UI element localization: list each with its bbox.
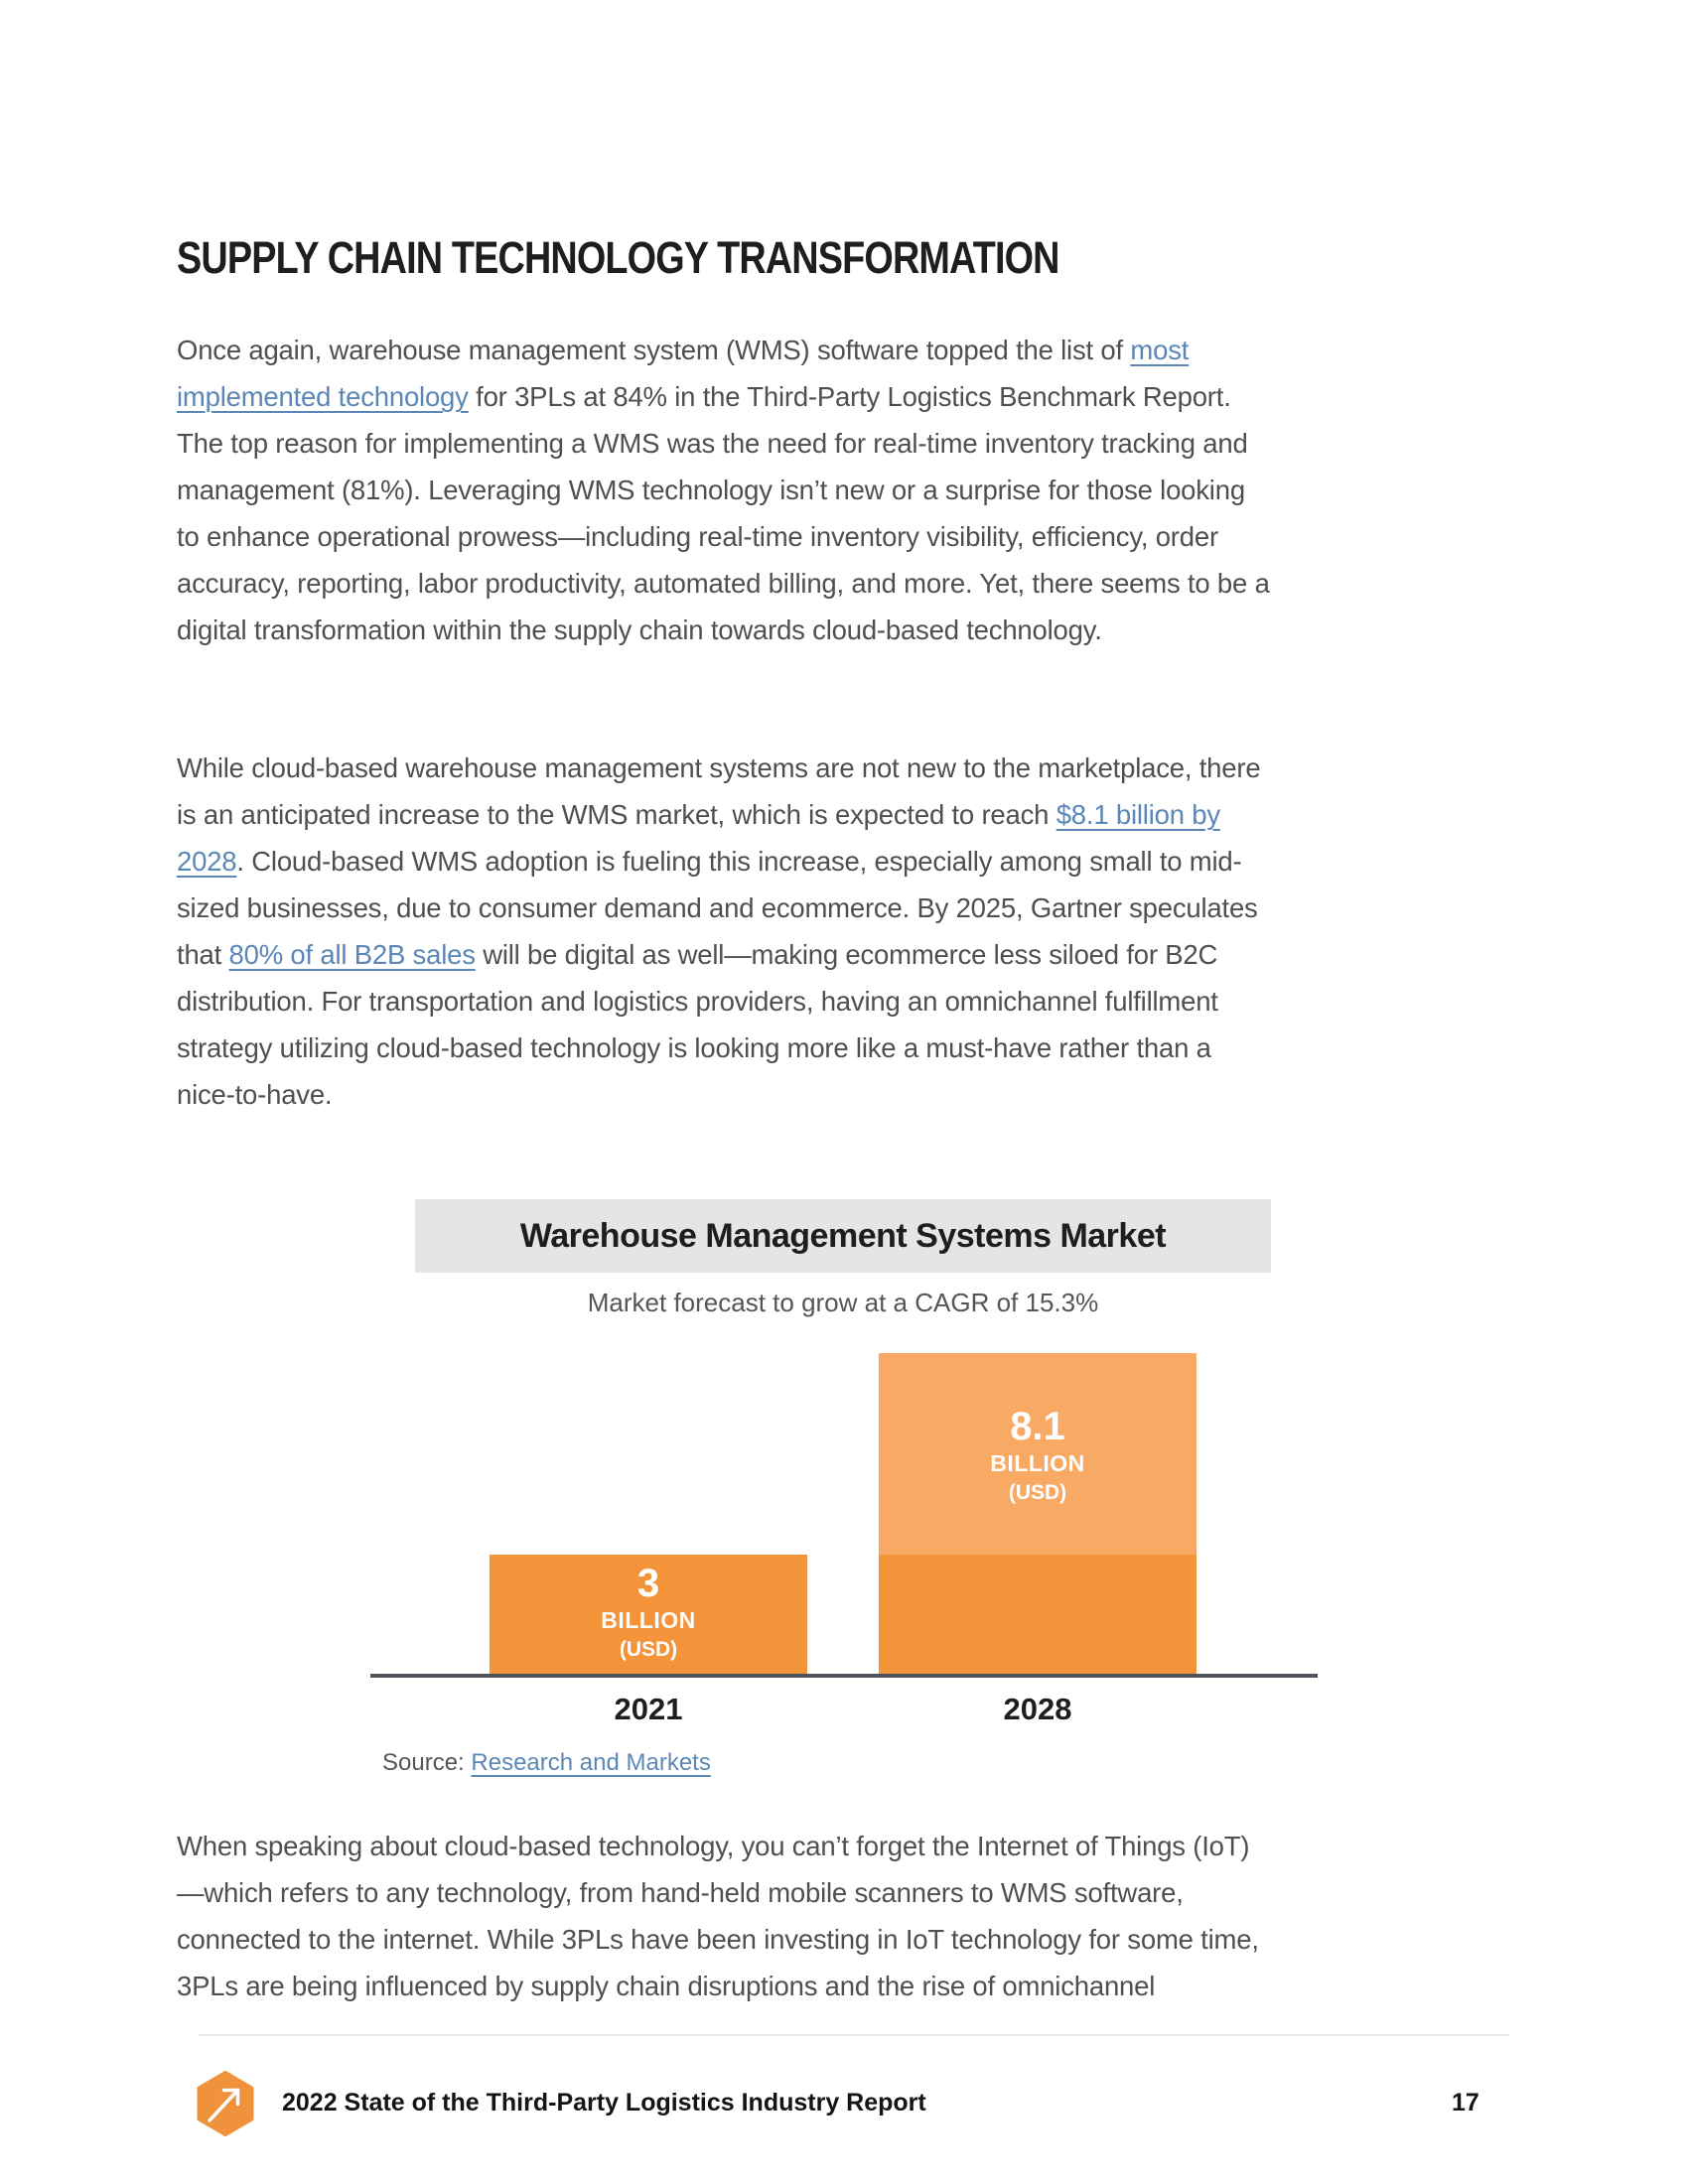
chart-source (382, 1749, 711, 1777)
chart-title: Warehouse Management Systems Market (519, 1216, 1167, 1255)
logo-hexagon-arrow-icon (195, 2071, 256, 2141)
page-title: SUPPLY CHAIN TECHNOLOGY TRANSFORMATION (177, 232, 1059, 283)
paragraph-text: will be digital as well—making ecommerce less siloed for B2C distribution. For transportation and logistics providers, having an omnichannel fulfillment strategy utilizing cloud-based technology is looking more like a must-have rather than a nice-to-have. (177, 939, 1218, 1110)
bar-2021-data-label (490, 1555, 807, 1663)
paragraph-iot: When speaking about cloud-based technology, you can’t forget the Internet of Things (IoT)—which refers to any technology, from hand-held mobile scanners to WMS software, connected to the internet. While 3PLs have been investing in IoT technology for some time, 3PLs are being influenced by supply chain disruptions and the rise of omnichannel (177, 1831, 1259, 2001)
bar-2021-currency: (USD) (619, 1638, 678, 1661)
chart-title-band (415, 1199, 1271, 1273)
x-axis-label-2028: 2028 (1003, 1692, 1072, 1726)
paragraph-wms-implementation (177, 327, 1271, 653)
chart-source-label: Source: (382, 1749, 465, 1776)
paragraph-text: . Cloud-based WMS adoption is fueling this increase, especially among small to mid-sized businesses, due to consumer demand and ecommerce. By 2025, Gartner speculates that (177, 846, 1258, 970)
bar-2021-value: 3 (636, 1562, 660, 1605)
paragraph-text: for 3PLs at 84% in the Third-Party Logistics Benchmark Report. The top reason for implementing a WMS was the need for real-time inventory tracking and management (81%). Leveraging WMS technology isn’t new or a surprise for those looking to enhance operational prowess—including real-time inventory visibility, efficiency, order accuracy, reporting, labor productivity, automated billing, and more. Yet, there seems to be a digital transformation within the supply chain towards cloud-based technology. (177, 381, 1270, 645)
bar-2028-base-segment (879, 1555, 1196, 1674)
bar-2028-data-label (879, 1353, 1196, 1506)
paragraph-cloud-wms-market (177, 745, 1271, 1118)
x-axis-line (370, 1674, 1318, 1678)
link-most-implemented-technology[interactable]: most implemented technology (177, 335, 1190, 412)
link-research-and-markets[interactable]: Research and Markets (471, 1749, 711, 1776)
footer-report-title: 2022 State of the Third-Party Logistics Industry Report (282, 2089, 926, 2116)
bar-2028-unit: BILLION (990, 1450, 1085, 1476)
x-axis-label-2021: 2021 (614, 1692, 683, 1726)
footer-divider (199, 2034, 1509, 2036)
bar-2028-currency: (USD) (1008, 1481, 1067, 1504)
link-8-1-billion-by-2028[interactable]: $8.1 billion by 2028 (177, 799, 1220, 877)
bar-2021 (490, 1555, 807, 1674)
paragraph-text: While cloud-based warehouse management systems are not new to the marketplace, there is an anticipated increase to the WMS market, which is expected to reach (177, 752, 1261, 830)
chart-subtitle: Market forecast to grow at a CAGR of 15.3% (587, 1288, 1099, 1317)
paragraph-text: Once again, warehouse management system (WMS) software topped the list of (177, 335, 1131, 365)
bar-2021-unit: BILLION (601, 1607, 696, 1633)
bar-2028-value: 8.1 (1010, 1405, 1065, 1448)
footer-page-number: 17 (1452, 2089, 1479, 2116)
bar-2028 (879, 1353, 1196, 1674)
link-80-percent-b2b-sales[interactable]: 80% of all B2B sales (228, 939, 476, 970)
